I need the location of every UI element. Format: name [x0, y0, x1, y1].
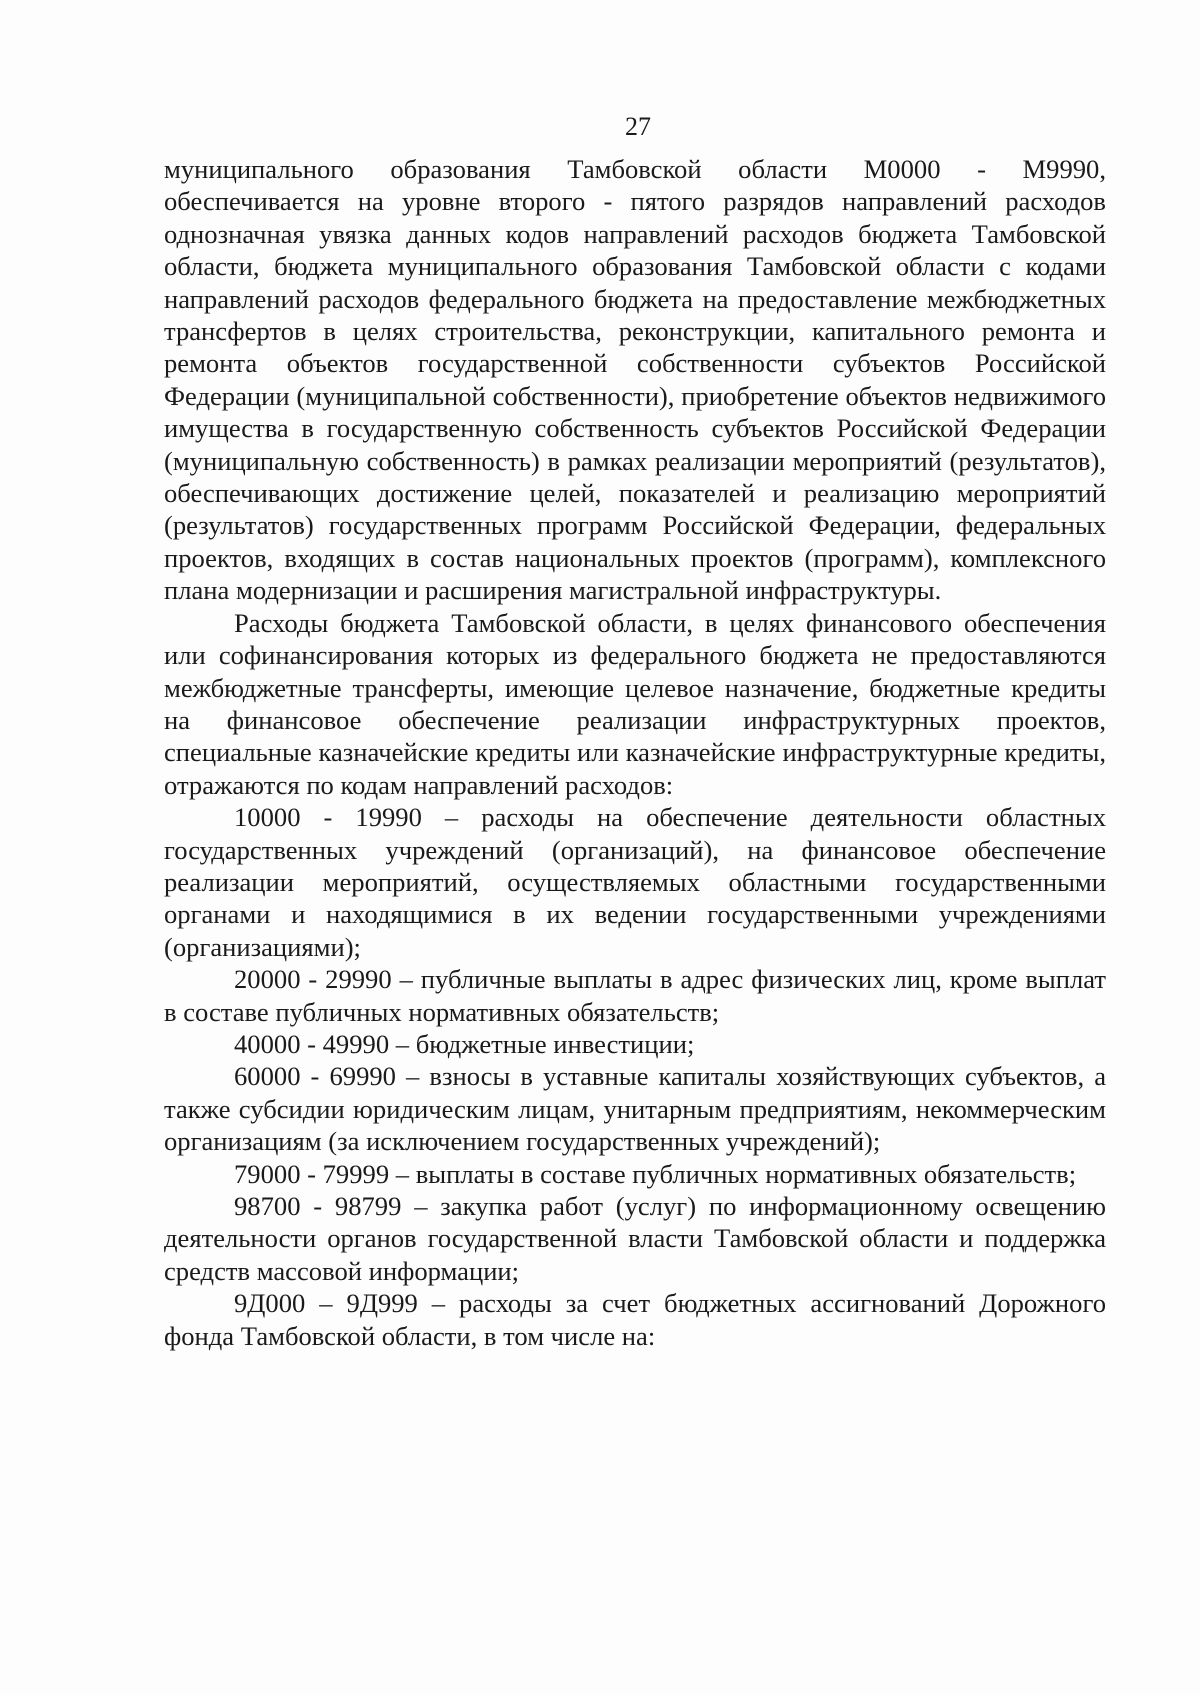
paragraph-expenses-intro: Расходы бюджета Тамбовской области, в целях финансового обеспечения или софинансирования которых из федерального бюджета не предоставляются межбюджетные трансферты, имеющие целевое назначение, бюджетные кредиты на финансовое обеспечение реализации инфраструктурных проектов, специальные казначейские кредиты или казначейские инфраструктурные кредиты, отражаются по кодам направлений расходов: — [164, 607, 1106, 800]
code-range-item: 98700 - 98799 – закупка работ (услуг) по информационному освещению деятельности органов государственной власти Тамбовской области и поддержка средств массовой информации; — [164, 1191, 1106, 1286]
code-range-item: 10000 - 19990 – расходы на обеспечение деятельности областных государственных учреждений (организаций), на финансовое обеспечение реализации мероприятий, осуществляемых областными государственными органами и находящимися в их ведении государственными учреждениями (организациями); — [164, 802, 1106, 962]
code-range-item: 79000 - 79999 – выплаты в составе публичных нормативных обязательств; — [234, 1158, 1077, 1189]
code-range-item: 40000 - 49990 – бюджетные инвестиции; — [234, 1028, 695, 1059]
page-number: 27 — [625, 112, 651, 141]
document-body — [164, 153, 1106, 1352]
code-range-item: 9Д000 – 9Д999 – расходы за счет бюджетных ассигнований Дорожного фонда Тамбовской области, в том числе на: — [164, 1288, 1106, 1351]
code-range-item: 20000 - 29990 – публичные выплаты в адрес физических лиц, кроме выплат в составе публичных нормативных обязательств; — [164, 964, 1106, 1027]
paragraph-intro-continued: муниципального образования Тамбовской области М0000 - М9990, обеспечивается на уровне второго - пятого разрядов направлений расходов однозначная увязка данных кодов направлений расходов бюджета Тамбовской области, бюджета муниципального образования Тамбовской области с кодами направлений расходов федерального бюджета на предоставление межбюджетных трансфертов в целях строительства, реконструкции, капитального ремонта и ремонта объектов государственной собственности субъектов Российской Федерации (муниципальной собственности), приобретение объектов недвижимого имущества в государственную собственность субъектов Российской Федерации (муниципальную собственность) в рамках реализации мероприятий (результатов), обеспечивающих достижение целей, показателей и реализацию мероприятий (результатов) государственных программ Российской Федерации, федеральных проектов, входящих в состав национальных проектов (программ), комплексного плана модернизации и расширения магистральной инфраструктуры. — [164, 154, 1106, 606]
code-range-item: 60000 - 69990 – взносы в уставные капиталы хозяйствующих субъектов, а также субсидии юридическим лицам, унитарным предприятиям, некоммерческим организациям (за исключением государственных учреждений); — [164, 1061, 1106, 1157]
